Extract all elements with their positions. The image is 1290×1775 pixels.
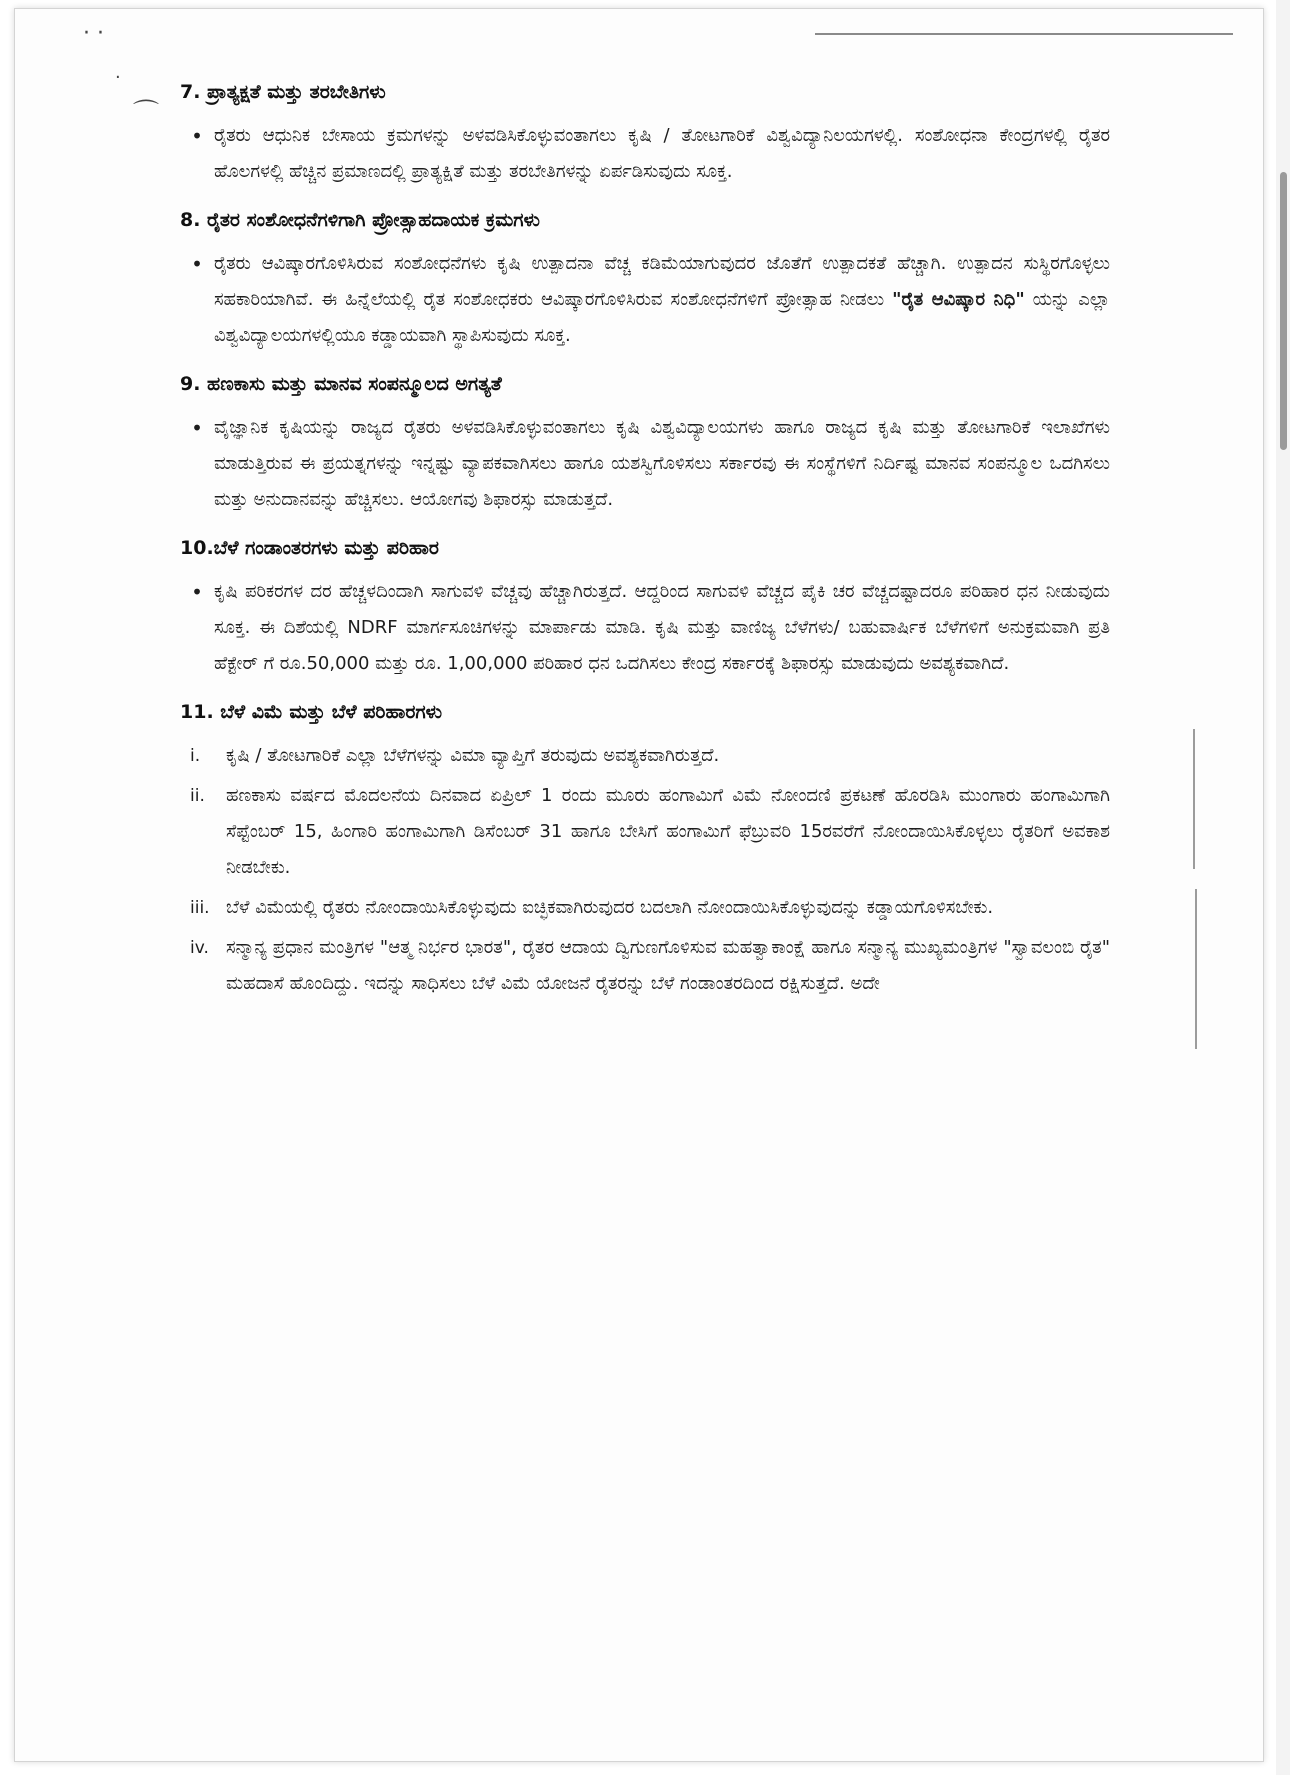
section-10	[180, 534, 1110, 682]
bullet-item	[180, 246, 1110, 354]
top-rule-line	[815, 33, 1233, 35]
scrollbar[interactable]	[1276, 0, 1290, 1775]
scrollbar-thumb[interactable]	[1280, 172, 1287, 450]
scan-mark: ⌒	[133, 99, 160, 129]
document-content	[180, 78, 1110, 1018]
section-8	[180, 206, 1110, 354]
section-heading: 11. ಬೆಳೆ ವಿಮೆ ಮತ್ತು ಬೆಳೆ ಪರಿಹಾರಗಳು	[180, 701, 443, 723]
list-item	[180, 890, 1110, 926]
bold-fund-name: "ರೈತ ಆವಿಷ್ಕಾರ ನಿಧಿ"	[892, 289, 1025, 310]
list-item	[180, 778, 1110, 886]
list-text: ಹಣಕಾಸು ವರ್ಷದ ಮೊದಲನೆಯ ದಿನವಾದ ಏಪ್ರಿಲ್ 1 ರಂದು ಮೂರು ಹಂಗಾಮಿಗೆ ವಿಮೆ ನೋಂದಣಿ ಪ್ರಕಟಣೆ ಹೊರಡಿಸಿ ಮುಂಗಾರು ಹಂಗಾಮಿಗಾಗಿ ಸೆಪ್ಟೆಂಬರ್ 15, ಹಿಂಗಾರಿ ಹಂಗಾಮಿಗಾಗಿ ಡಿಸೆಂಬರ್ 31 ಹಾಗೂ ಬೇಸಿಗೆ ಹಂಗಾಮಿಗೆ ಫೆಬ್ರುವರಿ 15ರವರೆಗೆ ನೋಂದಾಯಿಸಿಕೊಳ್ಳಲು ರೈತರಿಗೆ ಅವಕಾಶ ನೀಡಬೇಕು.	[226, 785, 1110, 878]
scan-speck: · ·	[83, 21, 104, 46]
bullet-item	[180, 410, 1110, 518]
bullet-icon: •	[191, 416, 203, 440]
list-item	[180, 930, 1110, 1002]
bullet-icon: •	[191, 252, 203, 276]
bullet-item	[180, 118, 1110, 190]
list-number: i.	[190, 746, 201, 766]
bullet-text: ವೈಜ್ಞಾನಿಕ ಕೃಷಿಯನ್ನು ರಾಜ್ಯದ ರೈತರು ಅಳವಡಿಸಿಕೊಳ್ಳುವಂತಾಗಲು ಕೃಷಿ ವಿಶ್ವವಿದ್ಯಾಲಯಗಳು ಹಾಗೂ ರಾಜ್ಯದ ಕೃಷಿ ಮತ್ತು ತೋಟಗಾರಿಕೆ ಇಲಾಖೆಗಳು ಮಾಡುತ್ತಿರುವ ಈ ಪ್ರಯತ್ನಗಳನ್ನು ಇನ್ನಷ್ಟು ವ್ಯಾಪಕವಾಗಿಸಲು ಹಾಗೂ ಯಶಸ್ವಿಗೊಳಿಸಲು ಸರ್ಕಾರವು ಈ ಸಂಸ್ಥೆಗಳಿಗೆ ನಿರ್ದಿಷ್ಟ ಮಾನವ ಸಂಪನ್ಮೂಲ ಒದಗಿಸಲು ಮತ್ತು ಅನುದಾನವನ್ನು ಹೆಚ್ಚಿಸಲು. ಆಯೋಗವು ಶಿಫಾರಸ್ಸು ಮಾಡುತ್ತದೆ.	[214, 417, 1110, 510]
section-heading: 9. ಹಣಕಾಸು ಮತ್ತು ಮಾನವ ಸಂಪನ್ಮೂಲದ ಅಗತ್ಯತೆ	[180, 373, 502, 395]
section-heading: 10.ಬೆಳೆ ಗಂಡಾಂತರಗಳು ಮತ್ತು ಪರಿಹಾರ	[180, 537, 439, 559]
list-number: iii.	[190, 898, 210, 918]
list-number: iv.	[190, 938, 209, 958]
list-item	[180, 738, 1110, 774]
list-number: ii.	[190, 786, 205, 806]
scan-speck: ·	[115, 67, 121, 88]
bullet-text: ರೈತರು ಆಧುನಿಕ ಬೇಸಾಯ ಕ್ರಮಗಳನ್ನು ಅಳವಡಿಸಿಕೊಳ್ಳುವಂತಾಗಲು ಕೃಷಿ / ತೋಟಗಾರಿಕೆ ವಿಶ್ವವಿದ್ಯಾನಿಲಯಗಳಲ್ಲಿ. ಸಂಶೋಧನಾ ಕೇಂದ್ರಗಳಲ್ಲಿ ರೈತರ ಹೊಲಗಳಲ್ಲಿ ಹೆಚ್ಚಿನ ಪ್ರಮಾಣದಲ್ಲಿ ಪ್ರಾತ್ಯಕ್ಷಿತೆ ಮತ್ತು ತರಬೇತಿಗಳನ್ನು ಏರ್ಪಡಿಸುವುದು ಸೂಕ್ತ.	[214, 125, 1110, 182]
list-text: ಬೆಳೆ ವಿಮೆಯಲ್ಲಿ ರೈತರು ನೋಂದಾಯಿಸಿಕೊಳ್ಳುವುದು ಐಚ್ಛಿಕವಾಗಿರುವುದರ ಬದಲಾಗಿ ನೋಂದಾಯಿಸಿಕೊಳ್ಳುವುದನ್ನು ಕಡ್ಡಾಯಗೊಳಿಸಬೇಕು.	[226, 897, 994, 918]
section-9	[180, 370, 1110, 518]
section-7	[180, 78, 1110, 190]
list-text: ಕೃಷಿ / ತೋಟಗಾರಿಕೆ ಎಲ್ಲಾ ಬೆಳೆಗಳನ್ನು ವಿಮಾ ವ್ಯಾಪ್ತಿಗೆ ತರುವುದು ಅವಶ್ಯಕವಾಗಿರುತ್ತದೆ.	[226, 745, 720, 766]
bullet-text: ಕೃಷಿ ಪರಿಕರಗಳ ದರ ಹೆಚ್ಚಳದಿಂದಾಗಿ ಸಾಗುವಳಿ ವೆಚ್ಚವು ಹೆಚ್ಚಾಗಿರುತ್ತದೆ. ಆದ್ದರಿಂದ ಸಾಗುವಳಿ ವೆಚ್ಚದ ಪೈಕಿ ಚರ ವೆಚ್ಚದಷ್ಟಾದರೂ ಪರಿಹಾರ ಧನ ನೀಡುವುದು ಸೂಕ್ತ. ಈ ದಿಶೆಯಲ್ಲಿ NDRF ಮಾರ್ಗಸೂಚಿಗಳನ್ನು ಮಾರ್ಪಾಡು ಮಾಡಿ. ಕೃಷಿ ಮತ್ತು ವಾಣಿಜ್ಯ ಬೆಳೆಗಳು/ ಬಹುವಾರ್ಷಿಕ ಬೆಳೆಗಳಿಗೆ ಅನುಕ್ರಮವಾಗಿ ಪ್ರತಿ ಹೆಕ್ಟೇರ್ ಗೆ ರೂ.50,000 ಮತ್ತು ರೂ. 1,00,000 ಪರಿಹಾರ ಧನ ಒದಗಿಸಲು ಕೇಂದ್ರ ಸರ್ಕಾರಕ್ಕೆ ಶಿಫಾರಸ್ಸು ಮಾಡುವುದು ಅವಶ್ಯಕವಾಗಿದೆ.	[214, 581, 1110, 674]
bullet-text-part: ರೈತರು ಆವಿಷ್ಕಾರಗೊಳಿಸಿರುವ ಸಂಶೋಧನೆಗಳು ಕೃಷಿ ಉತ್ಪಾದನಾ ವೆಚ್ಚ ಕಡಿಮೆಯಾಗುವುದರ ಜೊತೆಗೆ ಉತ್ಪಾದಕತೆ ಹೆಚ್ಚಾಗಿ. ಉತ್ಪಾದನ ಸುಸ್ಥಿರಗೊಳ್ಳಲು ಸಹಕಾರಿಯಾಗಿವೆ. ಈ ಹಿನ್ನೆಲೆಯಲ್ಲಿ ರೈತ ಸಂಶೋಧಕರು ಆವಿಷ್ಕಾರಗೊಳಿಸಿರುವ ಸಂಶೋಧನೆಗಳಿಗೆ ಪ್ರೋತ್ಸಾಹ ನೀಡಲು	[214, 253, 1110, 310]
bullet-icon: •	[191, 580, 203, 604]
margin-line	[1193, 729, 1195, 869]
bullet-icon: •	[191, 124, 203, 148]
section-heading: 8. ರೈತರ ಸಂಶೋಧನೆಗಳಿಗಾಗಿ ಪ್ರೋತ್ಸಾಹದಾಯಕ ಕ್ರಮಗಳು	[180, 209, 540, 231]
margin-line	[1195, 889, 1197, 1049]
bullet-text-part: ಯನ್ನು ಎಲ್ಲಾ ವಿಶ್ವವಿದ್ಯಾಲಯಗಳಲ್ಲಿಯೂ ಕಡ್ಡಾಯವಾಗಿ ಸ್ಥಾಪಿಸುವುದು ಸೂಕ್ತ.	[214, 289, 1110, 346]
list-text: ಸನ್ಮಾನ್ಯ ಪ್ರಧಾನ ಮಂತ್ರಿಗಳ "ಆತ್ಮ ನಿರ್ಭರ ಭಾರತ", ರೈತರ ಆದಾಯ ದ್ವಿಗುಣಗೊಳಿಸುವ ಮಹತ್ವಾಕಾಂಕ್ಷೆ ಹಾಗೂ ಸನ್ಮಾನ್ಯ ಮುಖ್ಯಮಂತ್ರಿಗಳ "ಸ್ವಾವಲಂಬಿ ರೈತ" ಮಹದಾಸೆ ಹೊಂದಿದ್ದು. ಇದನ್ನು ಸಾಧಿಸಲು ಬೆಳೆ ವಿಮೆ ಯೋಜನೆ ರೈತರನ್ನು ಬೆಳೆ ಗಂಡಾಂತರದಿಂದ ರಕ್ಷಿಸುತ್ತದೆ. ಅದೇ	[226, 937, 1110, 994]
section-heading: 7. ಪ್ರಾತ್ಯಕ್ಷತೆ ಮತ್ತು ತರಬೇತಿಗಳು	[180, 81, 386, 103]
bullet-item	[180, 574, 1110, 682]
bullet-text	[214, 246, 1110, 354]
section-11	[180, 698, 1110, 1002]
